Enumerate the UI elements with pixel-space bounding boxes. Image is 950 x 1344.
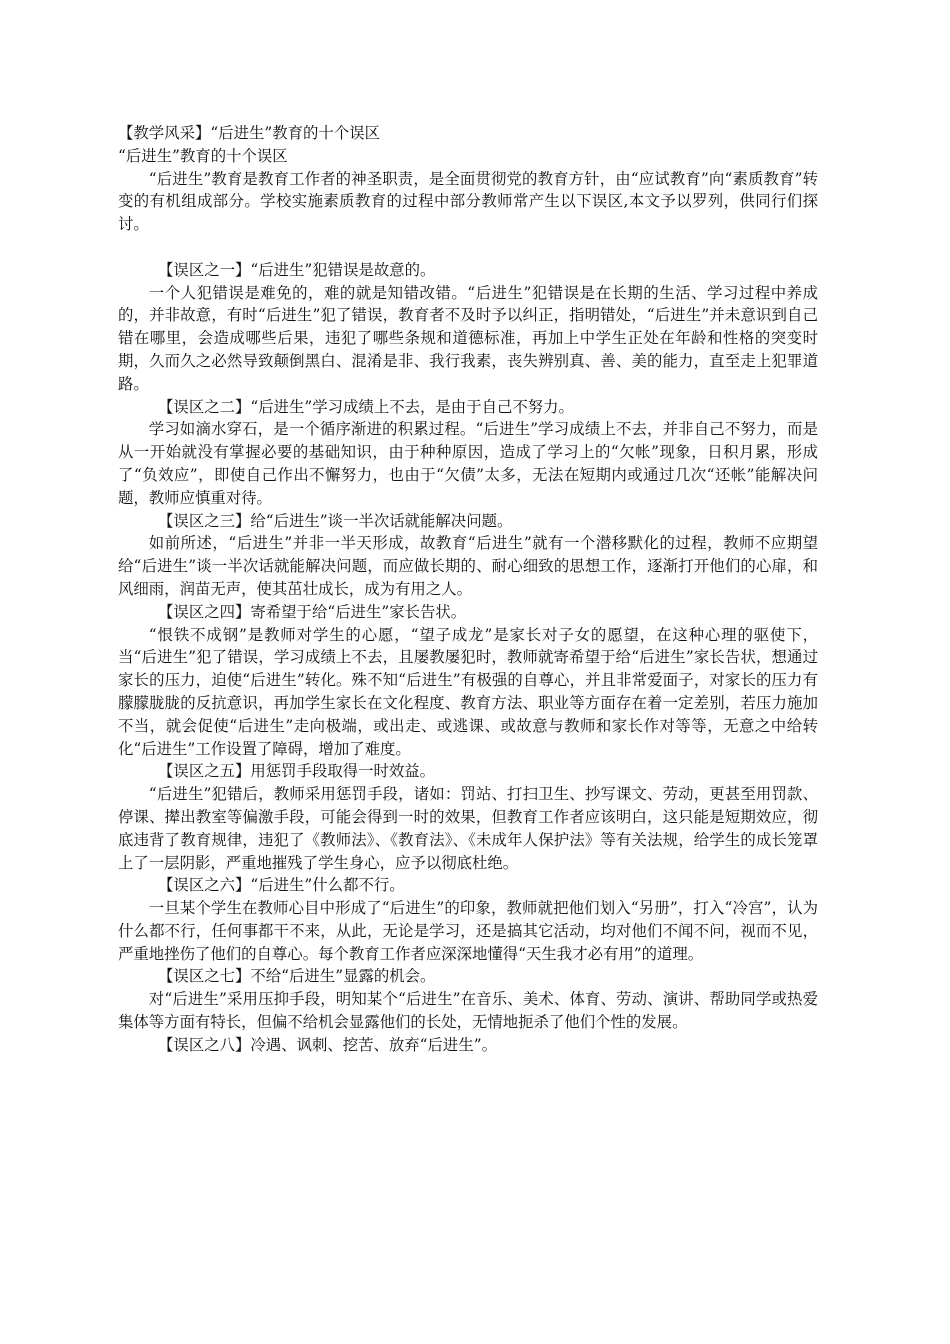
section-heading-1: 【误区之一】“后进生”犯错误是故意的。 [158, 260, 436, 279]
document-title: 【教学风采】“后进生”教育的十个误区 [118, 124, 380, 142]
section-body-4: “恨铁不成钢”是教师对学生的心愿，“望子成龙”是家长对子女的愿望，在这种心理的驱使下，当“后进生”犯了错误，学习成绩上不去，且屡教屡犯时，教师就寄希望于给“后进生”家长告状，想通过家长的压力，迫使“后进生”转化。殊不知“后进生”有极强的自尊心，并且非常爱面子，对家长的压力有朦朦胧胧的反抗意识，再加学生家长在文化程度、教育方法、职业等方面存在着一定差别，若压力施加不当，就会促使“后进生”走向极端，或出走、或逃课、或故意与教师和家长作对等等，无意之中给转化“后进生”工作设置了障碍，增加了难度。 [118, 625, 818, 758]
section-body-7: 对“后进生”采用压抑手段，明知某个“后进生”在音乐、美术、体育、劳动、演讲、帮助同学或热爱集体等方面有特长，但偏不给机会显露他们的长处，无情地扼杀了他们个性的发展。 [118, 990, 818, 1032]
section-heading-5: 【误区之五】用惩罚手段取得一时效益。 [158, 762, 436, 781]
section-heading-6: 【误区之六】“后进生”什么都不行。 [158, 876, 405, 895]
intro-paragraph: “后进生”教育是教育工作者的神圣职责，是全面贯彻党的教育方针，由“应试教育”向“素质教育”转变的有机组成部分。学校实施素质教育的过程中部分教师常产生以下误区,本文予以罗列，供同行们探讨。 [118, 169, 818, 234]
document-subtitle: “后进生”教育的十个误区 [118, 146, 288, 165]
section-body-2: 学习如滴水穿石，是一个循序渐进的积累过程。“后进生”学习成绩上不去，并非自己不努力，而是从一开始就没有掌握必要的基础知识，由于种种原因，造成了学习上的“欠帐”现象，日积月累，形成了“负效应”，即使自己作出不懈努力，也由于“欠债”太多，无法在短期内或通过几次“还帐”能解决问题，教师应慎重对待。 [118, 420, 818, 507]
section-body-3: 如前所述，“后进生”并非一半天形成，故教育“后进生”就有一个潜移默化的过程，教师不应期望给“后进生”谈一半次话就能解决问题，而应做长期的、耐心细致的思想工作，逐渐打开他们的心扉，和风细雨，润苗无声，使其茁壮成长，成为有用之人。 [118, 534, 818, 598]
section-heading-4: 【误区之四】寄希望于给“后进生”家长告状。 [158, 602, 467, 621]
section-body-1: 一个人犯错误是难免的，难的就是知错改错。“后进生”犯错误是在长期的生活、学习过程中养成的，并非故意，有时“后进生”犯了错误，教育者不及时予以纠正，指明错处，“后进生”并未意识到自己错在哪里，会造成哪些后果，违犯了哪些条规和道德标准，再加上中学生正处在年龄和性格的突变时期，久而久之必然导致颠倒黑白、混淆是非、我行我素，丧失辨别真、善、美的能力，直至走上犯罪道路。 [118, 283, 818, 393]
section-heading-7: 【误区之七】不给“后进生”显露的机会。 [158, 967, 436, 986]
section-body-5: “后进生”犯错后，教师采用惩罚手段，诸如：罚站、打扫卫生、抄写课文、劳动，更甚至用罚款、停课、撵出教室等偏激手段，可能会得到一时的效果，但教育工作者应该明白，这只能是短期效应，彻底违背了教育规律，违犯了《教师法》、《教育法》、《未成年人保护法》等有关法规，给学生的成长笼罩上了一层阴影，严重地摧残了学生身心，应予以彻底杜绝。 [118, 785, 818, 872]
section-heading-2: 【误区之二】“后进生”学习成绩上不去，是由于自己不努力。 [158, 397, 574, 416]
blank-line [118, 236, 818, 259]
section-heading-8: 【误区之八】冷遇、讽刺、挖苦、放弃“后进生”。 [158, 1035, 497, 1054]
section-body-6: 一旦某个学生在教师心目中形成了“后进生”的印象，教师就把他们划入“另册”，打入“冷宫”，认为什么都不行，任何事都干不来，从此，无论是学习，还是搞其它活动，均对他们不闻不问，视而不见，严重地挫伤了他们的自尊心。每个教育工作者应深深地懂得“天生我才必有用”的道理。 [118, 899, 818, 963]
document-page [118, 122, 818, 1057]
section-heading-3: 【误区之三】给“后进生”谈一半次话就能解决问题。 [158, 511, 513, 530]
